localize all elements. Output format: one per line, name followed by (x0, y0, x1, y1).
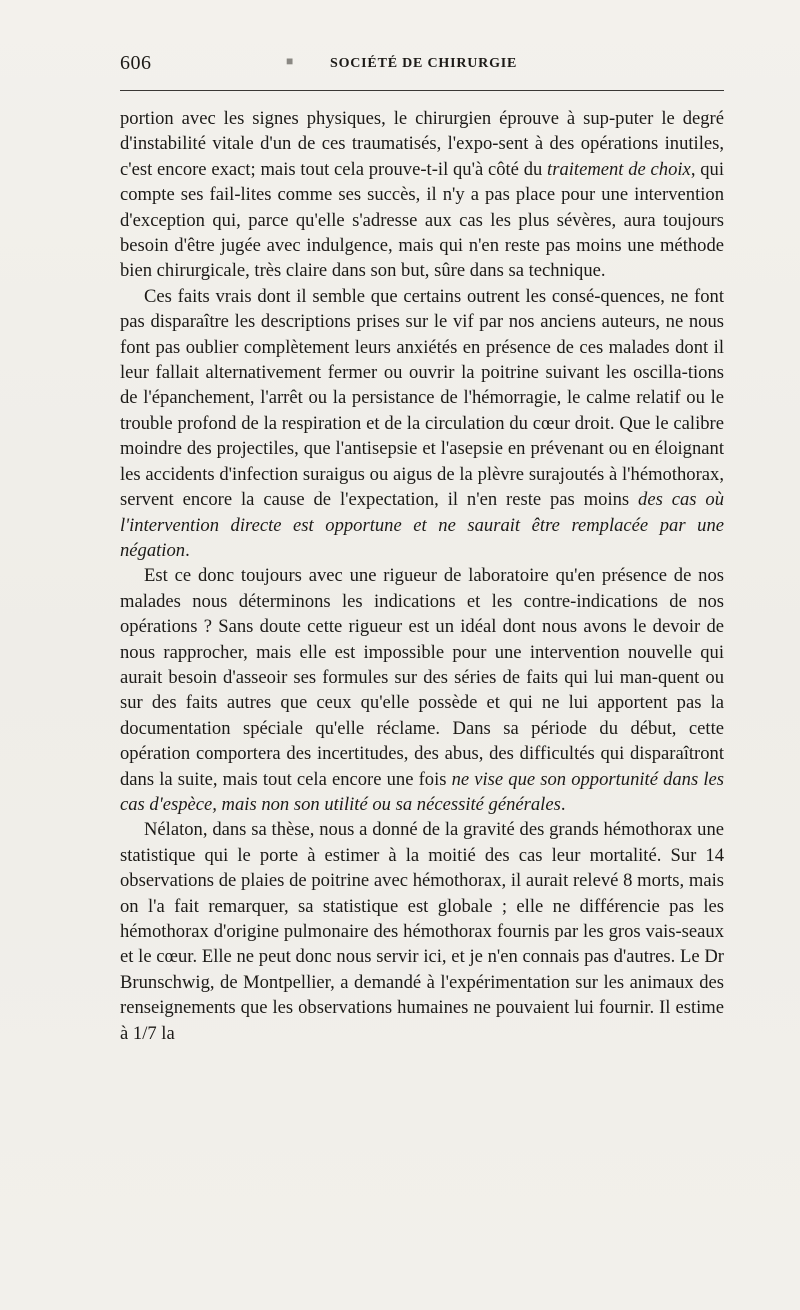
paragraph (120, 284, 724, 563)
text-segment: , qui compte ses fail-lites comme ses succès, il n'y a pas place pour une intervention d'exception qui, parce qu'elle s'adresse aux cas les plus sévères, aura toujours besoin d'être jugée avec indulgence, mais qui n'en reste pas moins une méthode bien chirurgicale, très claire dans son but, sûre dans sa technique. (120, 158, 724, 282)
italic-text: traitement de choix (547, 158, 691, 180)
text-segment: . (560, 793, 566, 815)
text-segment: Ces faits vrais dont il semble que certains outrent les consé-quences, ne font pas disparaître les descriptions prises sur le vif par nos anciens auteurs, ne nous font pas oublier complètement leurs anxiétés en présence de ces malades dont il leur fallait alternativement fermer ou ouvrir la poitrine suivant les oscilla-tions de l'épanchement, l'arrêt ou la persistance de l'hémorragie, le calme relatif ou le trouble profond de la respiration et de la circulation du cœur droit. Que le calibre moindre des projectiles, que l'antisepsie et l'asepsie en prévenant ou en éloignant les accidents d'infection suraigus ou aigus de la plèvre surajoutés à l'hémothorax, servent encore la cause de l'expectation, il n'en reste pas moins (120, 285, 724, 511)
italic-text: ne vise que son opportunité dans les cas d'espèce, mais non son utilité ou sa nécessité générales (120, 768, 724, 815)
header-rule (120, 90, 724, 91)
paragraph (120, 106, 724, 284)
italic-text: des cas où l'intervention directe est opportune et ne saurait être remplacée par une négation (120, 489, 724, 561)
running-title: SOCIÉTÉ DE CHIRURGIE (330, 56, 518, 71)
header-ornament: ■ (286, 54, 294, 68)
text-segment: . (185, 539, 190, 561)
text-segment: Nélaton, dans sa thèse, nous a donné de la gravité des grands hémothorax une statistique qui le porte à estimer à la moitié des cas leur mortalité. Sur 14 observations de plaies de poitrine avec hémothorax, il aurait relevé 8 morts, mais on l'a fait remarquer, sa statistique est globale ; elle ne différencie pas les hémothorax d'origine pulmonaire des hémothorax fournis par les gros vais-seaux et le cœur. Elle ne peut donc nous servir ici, et je n'en connais pas d'autres. Le Dr Brunschwig, de Montpellier, a demandé à l'expérimentation sur les animaux des renseignements que les observations humaines ne pouvaient lui fournir. Il estime à 1/7 la (120, 819, 724, 1044)
paragraph (120, 563, 724, 817)
text-segment: portion avec les signes physiques, le chirurgien éprouve à sup-puter le degré d'instabilité vitale d'un de ces traumatisés, l'expo-sent à des opérations inutiles, c'est encore exact; mais tout cela prouve-t-il qu'à côté du (120, 108, 724, 180)
page-header (120, 52, 724, 76)
page-number: 606 (120, 52, 152, 74)
body-text (120, 106, 724, 1046)
paragraph (120, 817, 724, 1046)
text-segment: Est ce donc toujours avec une rigueur de laboratoire qu'en présence de nos malades nous déterminons les indications et les contre-indications de nos opérations ? Sans doute cette rigueur est un idéal dont nous avons le devoir de nous rapprocher, mais elle est impossible pour une intervention nouvelle qui aurait besoin d'asseoir ses formules sur des séries de faits qui lui man-quent ou sur des faits autres que ceux qu'elle possède et qui ne lui apportent pas la documentation spéciale qu'elle réclame. Dans sa période du début, cette opération comportera des incertitudes, des abus, des difficultés qui disparaîtront dans la suite, mais tout cela encore une fois (120, 565, 724, 790)
